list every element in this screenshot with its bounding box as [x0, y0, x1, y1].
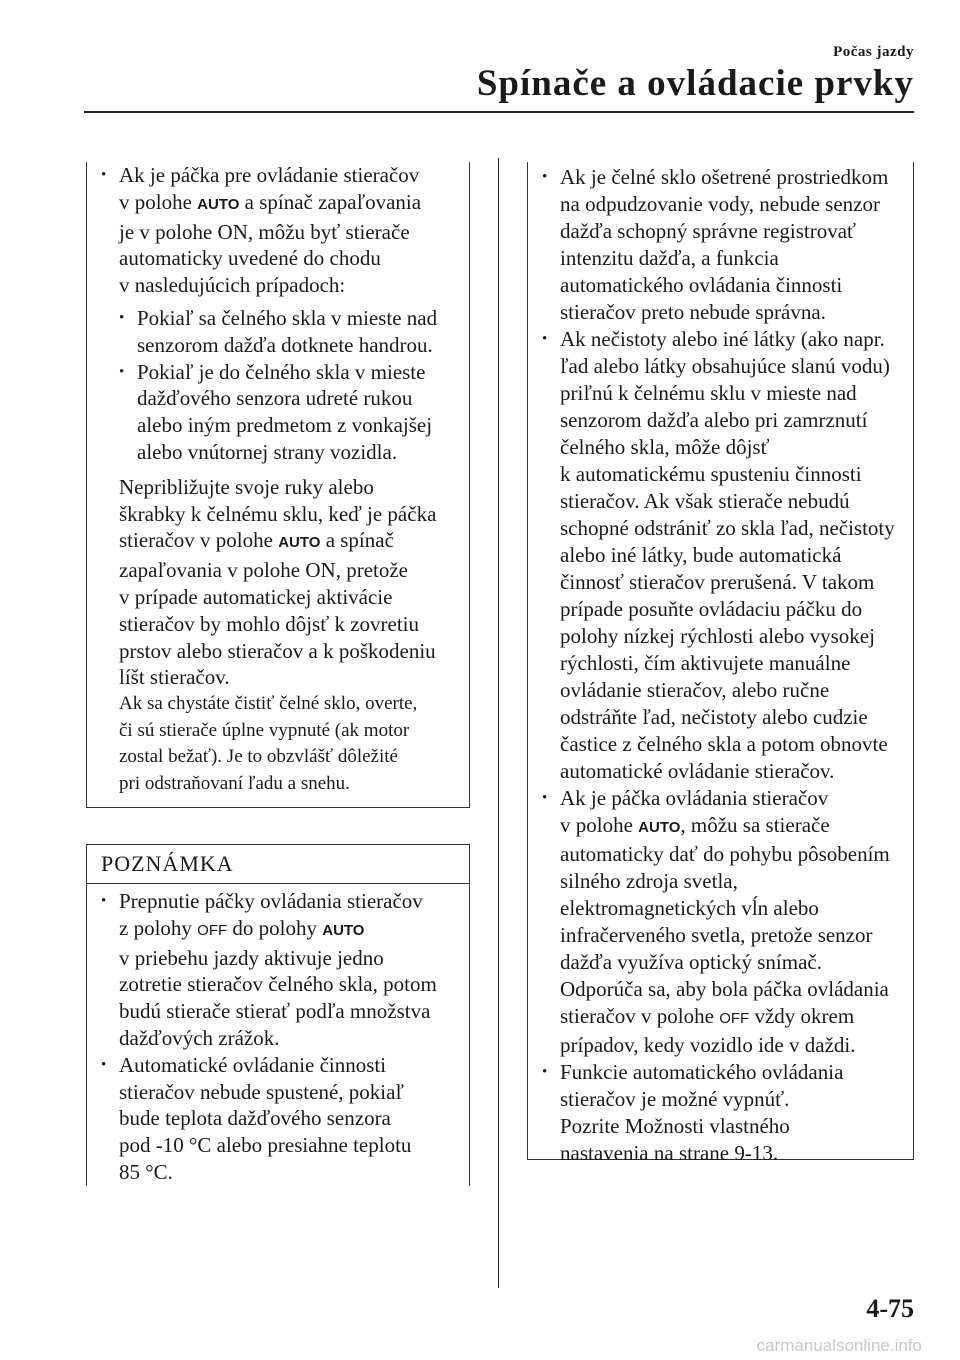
- bullet: •: [101, 1056, 107, 1073]
- bullet: •: [542, 331, 548, 347]
- list-item: • Ak je páčka pre ovládanie stieračov v polohe AUTO a spínač zapaľovania je v polohe ON, môžu byť stierače automaticky uvedené do chodu v nasledujúcich prípadoch:: [101, 163, 422, 298]
- list-item: • Ak je páčka ovládania stieračov v polohe AUTO, môžu sa stierače automaticky dať do pohybu pôsobením silného zdroja svetla, elektromagnetických vĺn alebo infračerveného svetla, pretože senzor dažďa využíva optický snímač. Odporúča sa, aby bola páčka ovládania stieračov v polohe OFF vždy okrem prípadov, kedy vozidlo ide v daždi.: [542, 786, 890, 1057]
- page-title: Spínače a ovládacie prvky: [476, 63, 914, 104]
- auto-position-label: AUTO: [638, 819, 681, 836]
- bullet: •: [542, 1064, 548, 1080]
- page-number: 4-75: [866, 1294, 914, 1323]
- sub-list-item: • Pokiaľ sa čelného skla v mieste nad senzorom dažďa dotknete handrou.: [119, 305, 438, 357]
- note-heading: POZNÁMKA: [87, 845, 469, 884]
- auto-position-label: AUTO: [197, 195, 240, 213]
- warning-box: [86, 162, 470, 808]
- bullet: •: [542, 790, 548, 806]
- list-item: • Funkcie automatického ovládania stieračov je možné vypnúť. Pozrite Možnosti vlastného nastavenia na strane 9-13.: [542, 1060, 844, 1165]
- bullet: •: [119, 309, 125, 326]
- watermark: carmanualsonline.info: [756, 1336, 922, 1355]
- bullet: •: [101, 167, 107, 183]
- bullet: •: [101, 893, 107, 909]
- continued-warning-box: [527, 162, 914, 1165]
- section-title: Počas jazdy: [833, 44, 914, 60]
- list-item: • Ak je čelné sklo ošetrené prostriedkom na odpudzovanie vody, nebude senzor dažďa schopný správne registrovať intenzitu dažďa, a funkcia automatického ovládania činnosti stieračov preto nebude správna.: [542, 165, 889, 324]
- list-item: • Ak nečistoty alebo iné látky (ako napr. ľad alebo látky obsahujúce slanú vodu) priľnú k čelnému sklu v mieste nad senzorom dažďa alebo pri zamrznutí čelného skla, môže dôjsť k automatickému spusteniu činnosti stieračov. Ak však stierače nebudú schopné odstrániť zo skla ľad, nečistoty alebo iné látky, bude automatická činnosť stieračov prerušená. V takom prípade posuňte ovládaciu páčku do polohy nízkej rýchlosti alebo vysokej rýchlosti, čím aktivujete manuálne ovládanie stieračov, alebo ručne odstráňte ľad, nečistoty alebo cudzie častice z čelného skla a potom obnovte automatické ovládanie stieračov.: [542, 327, 895, 783]
- off-position-label: OFF: [197, 921, 228, 939]
- off-position-label: OFF: [719, 1010, 750, 1027]
- list-item: • Prepnutie páčky ovládania stieračov z polohy OFF do polohy AUTO v priebehu jazdy aktivuje jedno zotretie stieračov čelného skla, potom budú stierače stierať podľa množstva dažďových zrážok.: [101, 889, 437, 1050]
- auto-position-label: AUTO: [278, 534, 321, 552]
- bullet: •: [542, 169, 548, 185]
- column-divider: [498, 158, 499, 1288]
- list-item: • Automatické ovládanie činnosti stieračov nebude spustené, pokiaľ bude teplota dažďového senzora pod -10 °C alebo presiahne teplotu 85 °C.: [101, 1052, 412, 1184]
- sub-list-item: • Pokiaľ je do čelného skla v mieste dažďového senzora udreté rukou alebo iným predmetom z vonkajšej alebo vnútornej strany vozidla.: [119, 359, 433, 464]
- warning-paragraph: Nepribližujte svoje ruky alebo škrabky k čelnému sklu, keď je páčka stieračov v polohe AUTO a spínač zapaľovania v polohe ON, pretože v prípade automatickej aktivácie stieračov by mohlo dôjsť k zovretiu prstov alebo stieračov a k poškodeniu líšt stieračov. Ak sa chystáte čistiť čelné sklo, overte, či sú stierače úplne vypnuté (ak motor zostal bežať). Je to obzvlášť dôležité pri odstraňovaní ľadu a snehu.: [119, 474, 437, 794]
- note-box: [86, 844, 470, 1186]
- bullet: •: [119, 363, 125, 380]
- auto-position-label: AUTO: [322, 921, 365, 939]
- header-rule: [84, 111, 914, 113]
